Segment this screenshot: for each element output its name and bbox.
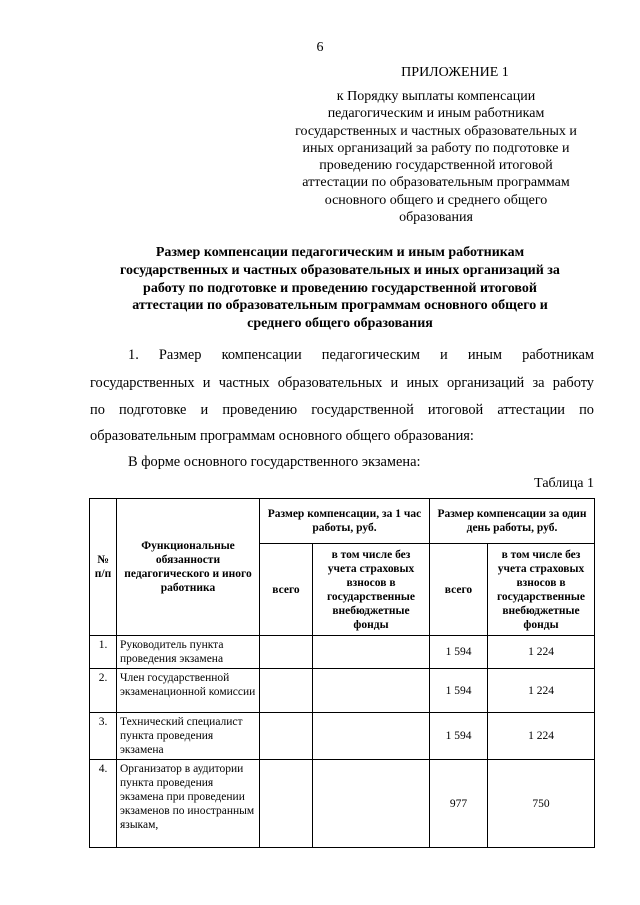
- row-hour-excl: [313, 713, 430, 760]
- table-caption: Таблица 1: [534, 476, 594, 491]
- row-hour-total: [260, 669, 313, 713]
- heading-line: аттестации по образовательным программам основного общего и: [132, 298, 548, 314]
- row-day-total: 1 594: [430, 713, 488, 760]
- heading-line: государственных и частных образовательных и иных организаций за: [120, 262, 560, 278]
- paragraph-line: образовательным программам основного общего образования:: [90, 428, 474, 444]
- row-day-excl: 1 224: [488, 669, 595, 713]
- header-hour-excl: в том числе без учета страховых взносов в государственные внебюджетные фонды: [313, 544, 430, 636]
- heading-line: работу по подготовке и проведению государственной итоговой: [143, 280, 537, 296]
- appendix-subtitle: [282, 88, 590, 226]
- header-day-total: всего: [430, 544, 488, 636]
- table-row: [90, 760, 595, 848]
- row-hour-total: [260, 713, 313, 760]
- row-day-total: 1 594: [430, 636, 488, 669]
- paragraph-line: 1. Размер компенсации педагогическим и иным работникам: [128, 347, 594, 363]
- row-hour-excl: [313, 669, 430, 713]
- heading-line: Размер компенсации педагогическим и иным работникам: [155, 245, 525, 260]
- header-per-day: Размер компенсации за один день работы, руб.: [430, 499, 595, 544]
- row-day-total: 977: [430, 760, 488, 848]
- row-num: 1.: [90, 636, 117, 669]
- row-day-total: 1 594: [430, 669, 488, 713]
- appendix-subtitle-line: проведению государственной итоговой: [319, 158, 553, 174]
- compensation-table: [89, 498, 595, 848]
- row-num: 2.: [90, 669, 117, 713]
- row-num: 3.: [90, 713, 117, 760]
- page-number: 6: [316, 40, 324, 55]
- header-num: № п/п: [90, 499, 117, 636]
- header-per-hour: Размер компенсации, за 1 час работы, руб.: [260, 499, 430, 544]
- paragraph-exam-form: В форме основного государственного экзамена:: [128, 454, 421, 470]
- table-row: [90, 636, 595, 669]
- appendix-subtitle-line: аттестации по образовательным программам: [302, 175, 570, 191]
- appendix-subtitle-line: иных организаций за работу по подготовке и: [302, 140, 570, 156]
- appendix-subtitle-line: образования: [399, 210, 473, 226]
- header-day-excl: в том числе без учета страховых взносов в государственные внебюджетные фонды: [488, 544, 595, 636]
- row-duty: Организатор в аудитории пункта проведения экзамена при проведении экзаменов по иностранным языкам,: [117, 760, 260, 848]
- appendix-subtitle-line: государственных и частных образовательных и: [295, 123, 577, 139]
- row-hour-excl: [313, 760, 430, 848]
- table-row: [90, 713, 595, 760]
- header-hour-total: всего: [260, 544, 313, 636]
- row-num: 4.: [90, 760, 117, 848]
- paragraph-line: государственных и частных образовательных и иных организаций за работу: [90, 375, 594, 391]
- appendix-title: ПРИЛОЖЕНИЕ 1: [401, 65, 509, 80]
- row-day-excl: 1 224: [488, 636, 595, 669]
- paragraph-line: по подготовке и проведению государственной итоговой аттестации по: [90, 402, 594, 418]
- row-day-excl: 1 224: [488, 713, 595, 760]
- row-day-excl: 750: [488, 760, 595, 848]
- row-duty: Технический специалист пункта проведения экзамена: [117, 713, 260, 760]
- row-duty: Член государственной экзаменационной комиссии: [117, 669, 260, 713]
- appendix-subtitle-line: основного общего и среднего общего: [324, 192, 548, 208]
- table-row: [90, 669, 595, 713]
- appendix-subtitle-line: к Порядку выплаты компенсации: [336, 89, 536, 104]
- row-hour-total: [260, 636, 313, 669]
- row-hour-total: [260, 760, 313, 848]
- heading-line: среднего общего образования: [247, 316, 433, 332]
- header-duties: Функциональные обязанности педагогического и иного работника: [117, 499, 260, 636]
- row-duty: Руководитель пункта проведения экзамена: [117, 636, 260, 669]
- appendix-subtitle-line: педагогическим и иным работникам: [327, 106, 545, 122]
- row-hour-excl: [313, 636, 430, 669]
- document-heading: [90, 244, 590, 333]
